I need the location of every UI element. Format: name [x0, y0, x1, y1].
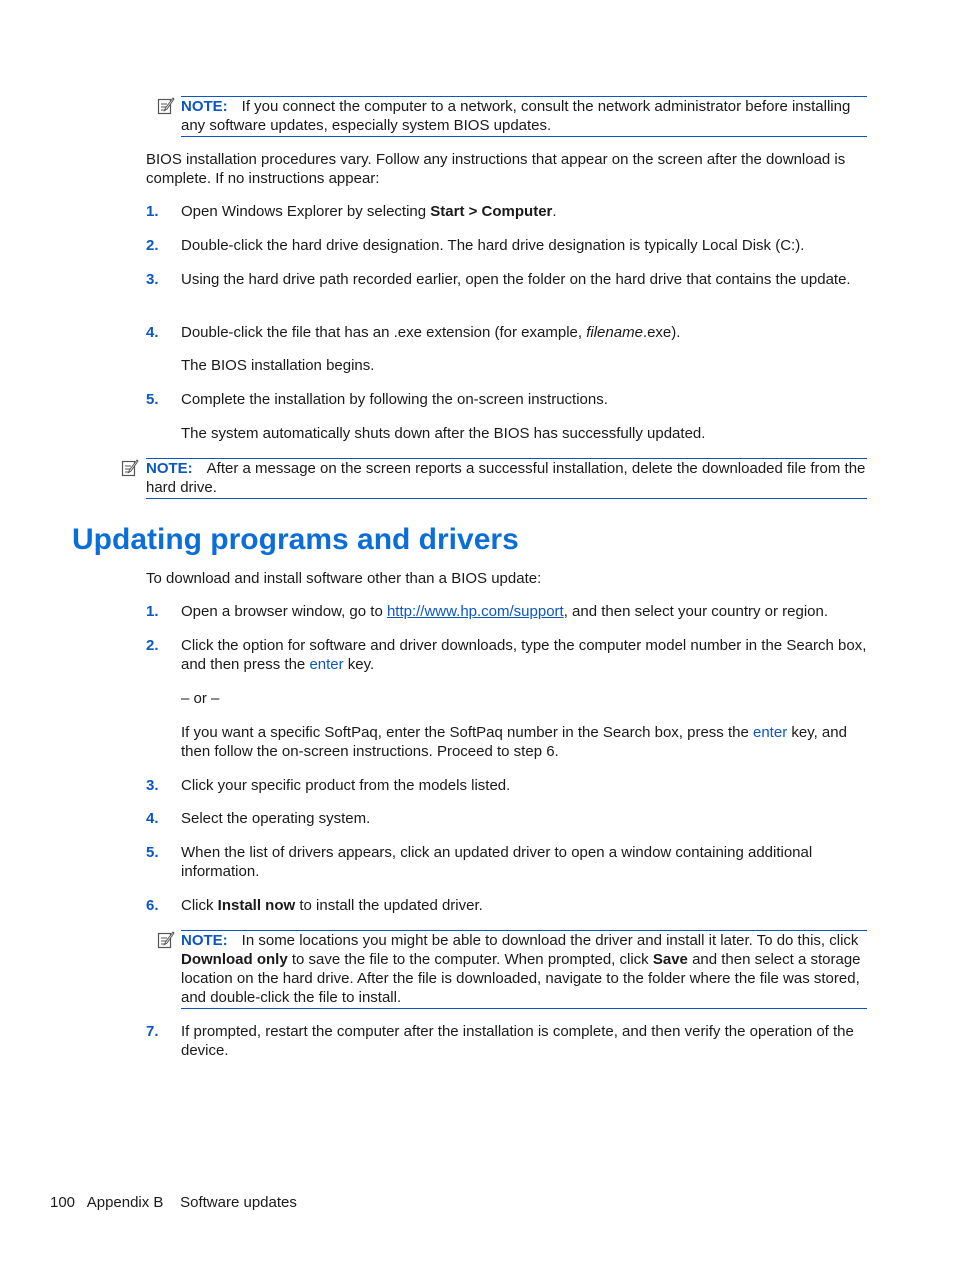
step-number: 3.	[146, 271, 159, 288]
note-label: NOTE:	[181, 932, 228, 949]
page-footer	[50, 1193, 297, 1212]
note-box: NOTE: In some locations you might be able to download the driver and install it later. To do this, click Download only to save the file to the computer. When prompted, click Save and then select a storage location on the hard drive. After the file is downloaded, navigate to the folder where the file was stored, and double-click the file to install.	[181, 930, 867, 1009]
step-text: Using the hard drive path recorded earlier, open the folder on the hard drive that contains the update.	[181, 271, 851, 288]
step-text: Open Windows Explorer by selecting Start > Computer.	[181, 203, 557, 220]
note-icon	[121, 459, 139, 477]
note-label: NOTE:	[146, 460, 193, 477]
step-number: 5.	[146, 844, 159, 861]
step-result: The system automatically shuts down after the BIOS has successfully updated.	[181, 425, 706, 442]
note-icon	[157, 97, 175, 115]
step-text: If you want a specific SoftPaq, enter the SoftPaq number in the Search box, press the enter key, and then follow the on-screen instructions. Proceed to step 6.	[181, 724, 847, 760]
note-icon	[157, 931, 175, 949]
note-box	[181, 96, 867, 137]
step-text: Double-click the hard drive designation. The hard drive designation is typically Local Disk (C:).	[181, 237, 805, 254]
section-title: Updating programs and drivers	[72, 523, 519, 556]
or-separator: – or –	[181, 690, 220, 707]
step-number: 6.	[146, 897, 159, 914]
step-number: 5.	[146, 391, 159, 408]
step-number: 2.	[146, 237, 159, 254]
enter-key: enter	[753, 724, 788, 741]
step-text: When the list of drivers appears, click an updated driver to open a window containing additional information.	[181, 844, 813, 880]
step-number: 1.	[146, 603, 159, 620]
step-number: 3.	[146, 777, 159, 794]
step-text: Open a browser window, go to http://www.hp.com/support, and then select your country or region.	[181, 603, 829, 620]
footer-section: Software updates	[180, 1194, 297, 1211]
note-text: After a message on the screen reports a successful installation, delete the downloaded file from the hard drive.	[146, 460, 866, 496]
step-text: Select the operating system.	[181, 810, 371, 827]
step-number: 4.	[146, 324, 159, 341]
step-text: Double-click the file that has an .exe extension (for example, filename.exe).	[181, 324, 681, 341]
step-text: Click your specific product from the models listed.	[181, 777, 511, 794]
step-number: 7.	[146, 1023, 159, 1040]
enter-key: enter	[309, 656, 344, 673]
step-text: If prompted, restart the computer after the installation is complete, and then verify the operation of the device.	[181, 1023, 854, 1059]
step-text: Complete the installation by following the on-screen instructions.	[181, 391, 608, 408]
note-box	[146, 458, 867, 499]
step-text: Click the option for software and driver downloads, type the computer model number in the Search box, and then press the enter key.	[181, 637, 867, 673]
intro-paragraph: BIOS installation procedures vary. Follow any instructions that appear on the screen after the download is complete. If no instructions appear:	[146, 151, 846, 187]
step-text: Click Install now to install the updated driver.	[181, 897, 483, 914]
step-result: The BIOS installation begins.	[181, 357, 375, 374]
intro-paragraph: To download and install software other than a BIOS update:	[146, 570, 542, 587]
page-number: 100	[50, 1194, 76, 1211]
note-text: If you connect the computer to a network, consult the network administrator before installing any software updates, especially system BIOS updates.	[181, 98, 851, 134]
step-number: 1.	[146, 203, 159, 220]
footer-appendix: Appendix B	[86, 1194, 164, 1211]
support-link[interactable]: http://www.hp.com/support	[386, 603, 564, 620]
note-label: NOTE:	[181, 98, 228, 115]
step-number: 4.	[146, 810, 159, 827]
step-number: 2.	[146, 637, 159, 654]
